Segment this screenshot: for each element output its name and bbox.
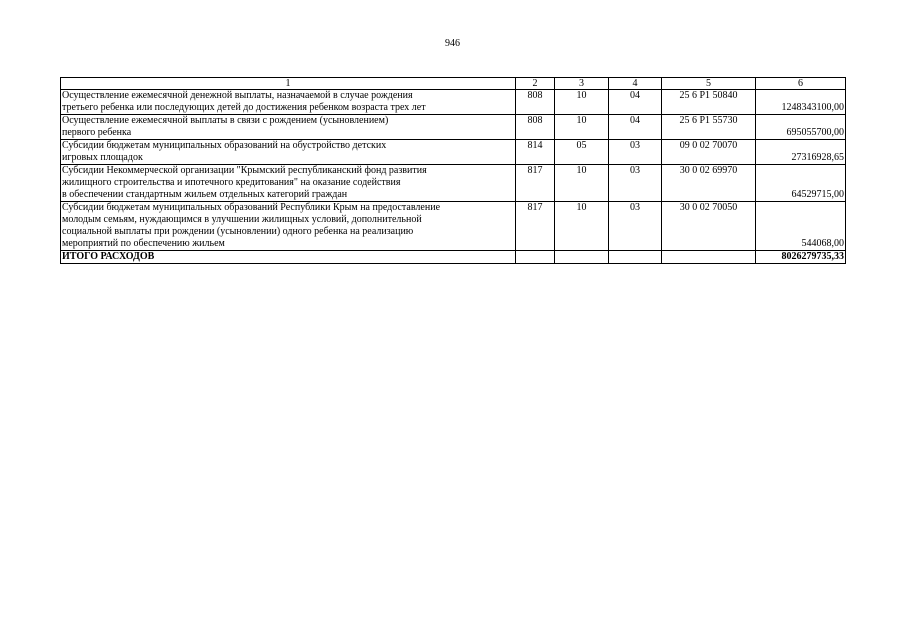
row-section-cell: 10 <box>555 115 609 140</box>
row-target-article-cell: 25 6 P1 50840 <box>662 90 756 115</box>
column-number-header-row <box>61 78 846 90</box>
row-name-cell: Субсидии бюджетам муниципальных образований Республики Крым на предоставление молодым семьям, нуждающимся в улучшении жилищных условий, дополнительной социальной выплаты при рождении (усыновлении) одного ребенка на реализацию мероприятий по обеспечению жильем <box>61 202 516 251</box>
empty-cell <box>609 251 662 264</box>
row-target-article-cell: 25 6 P1 55730 <box>662 115 756 140</box>
column-header-4: 4 <box>609 78 662 90</box>
column-header-2: 2 <box>516 78 555 90</box>
column-header-6: 6 <box>756 78 846 90</box>
empty-cell <box>516 251 555 264</box>
column-header-3: 3 <box>555 78 609 90</box>
row-ved-code-cell: 808 <box>516 90 555 115</box>
table-row <box>61 90 846 115</box>
total-row <box>61 251 846 264</box>
row-name-cell: Осуществление ежемесячной денежной выплаты, назначаемой в случае рождения третьего ребенка или последующих детей до достижения ребенком возраста трех лет <box>61 90 516 115</box>
row-amount-cell: 695055700,00 <box>756 115 846 140</box>
row-section-cell: 10 <box>555 202 609 251</box>
row-name-cell: Субсидии бюджетам муниципальных образований на обустройство детских игровых площадок <box>61 140 516 165</box>
row-ved-code-cell: 817 <box>516 165 555 202</box>
row-subsection-cell: 03 <box>609 140 662 165</box>
column-header-5: 5 <box>662 78 756 90</box>
row-amount-cell: 1248343100,00 <box>756 90 846 115</box>
table-row <box>61 165 846 202</box>
column-header-1: 1 <box>61 78 516 90</box>
page-number: 946 <box>445 38 460 49</box>
row-ved-code-cell: 808 <box>516 115 555 140</box>
row-amount-cell: 64529715,00 <box>756 165 846 202</box>
total-amount: 8026279735,33 <box>756 251 846 264</box>
empty-cell <box>662 251 756 264</box>
row-target-article-cell: 09 0 02 70070 <box>662 140 756 165</box>
row-name-cell: Субсидии Некоммерческой организации "Крымский республиканский фонд развития жилищного строительства и ипотечного кредитования" на оказание содействия в обеспечении стандартным жильем отдельных категорий граждан <box>61 165 516 202</box>
row-target-article-cell: 30 0 02 70050 <box>662 202 756 251</box>
expenditure-table <box>60 77 846 264</box>
row-name-cell: Осуществление ежемесячной выплаты в связи с рождением (усыновлением) первого ребенка <box>61 115 516 140</box>
row-section-cell: 10 <box>555 165 609 202</box>
row-target-article-cell: 30 0 02 69970 <box>662 165 756 202</box>
row-subsection-cell: 03 <box>609 202 662 251</box>
table-row <box>61 202 846 251</box>
row-ved-code-cell: 814 <box>516 140 555 165</box>
total-label: ИТОГО РАСХОДОВ <box>61 251 516 264</box>
table-row <box>61 115 846 140</box>
empty-cell <box>555 251 609 264</box>
row-subsection-cell: 04 <box>609 115 662 140</box>
row-ved-code-cell: 817 <box>516 202 555 251</box>
row-amount-cell: 544068,00 <box>756 202 846 251</box>
row-section-cell: 10 <box>555 90 609 115</box>
row-amount-cell: 27316928,65 <box>756 140 846 165</box>
row-subsection-cell: 04 <box>609 90 662 115</box>
row-subsection-cell: 03 <box>609 165 662 202</box>
table-row <box>61 140 846 165</box>
row-section-cell: 05 <box>555 140 609 165</box>
